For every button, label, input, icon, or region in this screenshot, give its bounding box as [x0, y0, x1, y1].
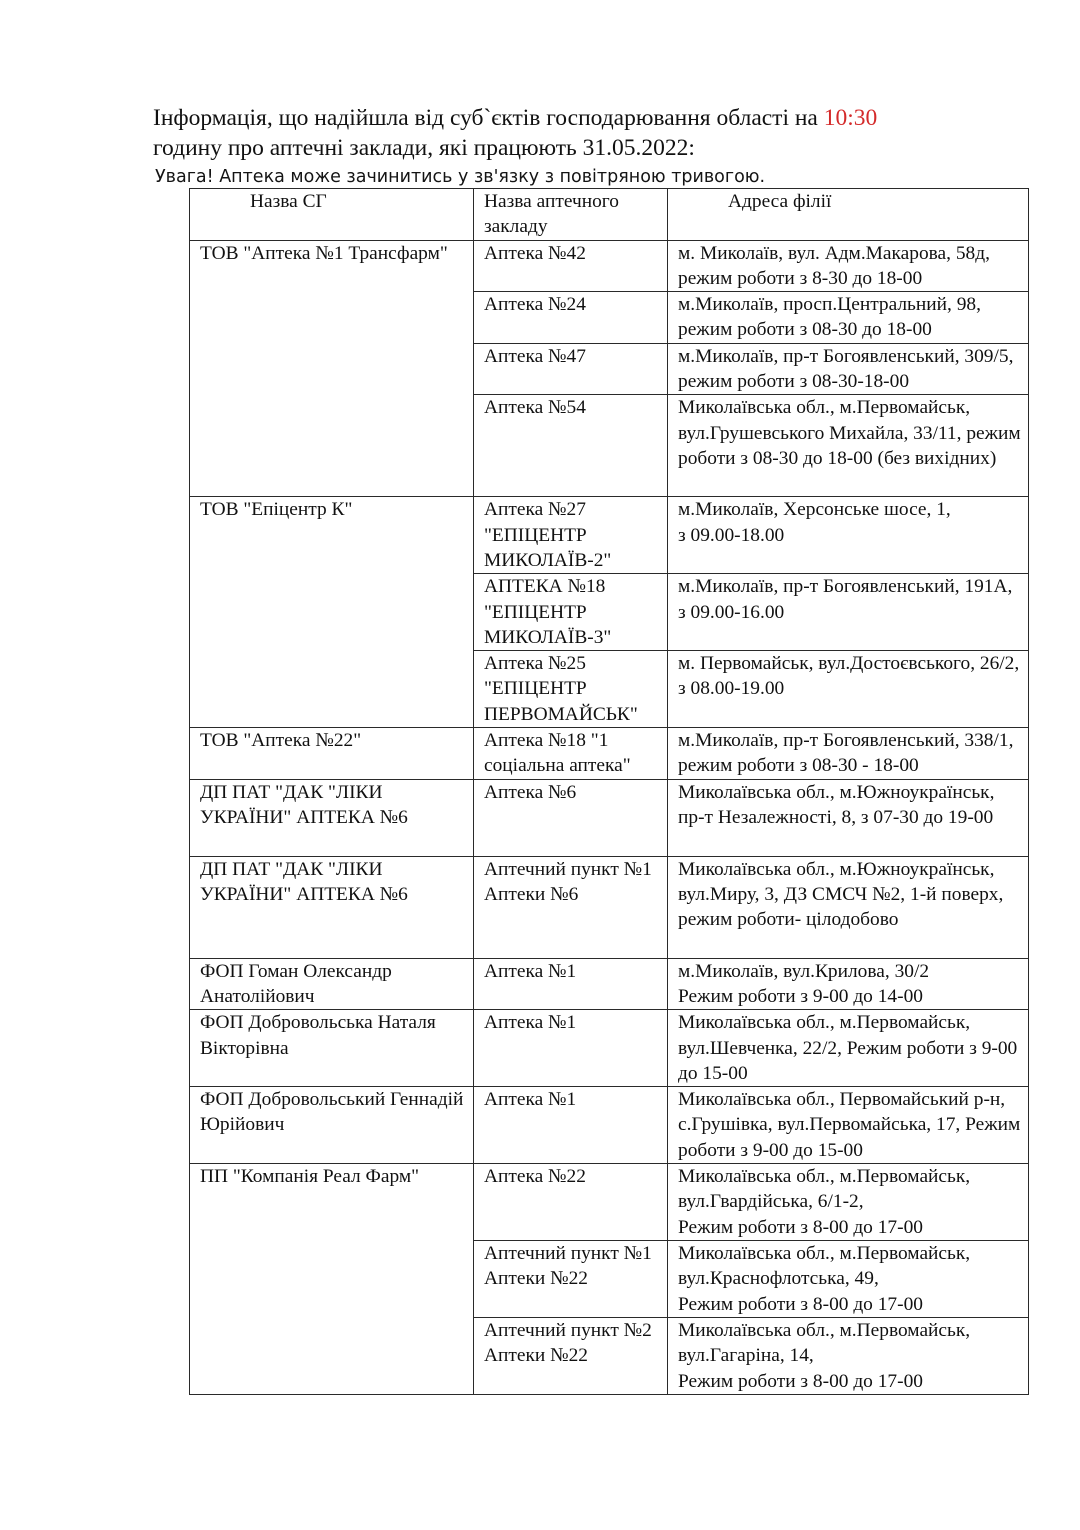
pharmacy-cell: Аптека №1 [474, 1010, 668, 1087]
address-cell: м. Миколаїв, вул. Адм.Макарова, 58д, режим роботи з 8-30 до 18-00 [668, 240, 1029, 292]
org-cell: ПП "Компанія Реал Фарм" [190, 1164, 474, 1395]
pharmacy-cell: Аптека №47 [474, 343, 668, 395]
address-cell: м.Миколаїв, вул.Крилова, 30/2 Режим роботи з 9-00 до 14-00 [668, 958, 1029, 1010]
org-cell: ДП ПАТ "ДАК "ЛІКИ УКРАЇНИ" АПТЕКА №6 [190, 856, 474, 958]
column-header-pharmacy: Назва аптечного закладу [474, 189, 668, 241]
document-heading [153, 103, 1033, 163]
address-cell: Миколаївська обл., м.Первомайськ, вул.Шевченка, 22/2, Режим роботи з 9-00 до 15-00 [668, 1010, 1029, 1087]
table-row [190, 240, 1029, 292]
org-cell: ФОП Добровольський Геннадій Юрійович [190, 1087, 474, 1164]
pharmacy-cell: Аптечний пункт №2 Аптеки №22 [474, 1317, 668, 1394]
table-row [190, 1164, 1029, 1241]
address-cell: Миколаївська обл., м.Первомайськ, вул.Гвардійська, 6/1-2, Режим роботи з 8-00 до 17-00 [668, 1164, 1029, 1241]
table-row [190, 1087, 1029, 1164]
pharmacy-cell: Аптека №1 [474, 1087, 668, 1164]
table-header-row [190, 189, 1029, 241]
pharmacy-cell: Аптечний пункт №1 Аптеки №22 [474, 1241, 668, 1318]
address-cell: м.Миколаїв, пр-т Богоявленський, 338/1, режим роботи з 08-30 - 18-00 [668, 728, 1029, 780]
pharmacy-cell: Аптека №22 [474, 1164, 668, 1241]
address-cell: Миколаївська обл., м.Южноукраїнськ, вул.Миру, 3, ДЗ СМСЧ №2, 1-й поверх, режим роботи- цілодобово [668, 856, 1029, 958]
pharmacy-cell: Аптека №42 [474, 240, 668, 292]
address-cell: м.Миколаїв, просп.Центральний, 98, режим роботи з 08-30 до 18-00 [668, 292, 1029, 344]
address-cell: Миколаївська обл., м.Южноукраїнськ, пр-т Незалежності, 8, з 07-30 до 19-00 [668, 779, 1029, 856]
address-cell: Миколаївська обл., м.Первомайськ, вул.Краснофлотська, 49, Режим роботи з 8-00 до 17-00 [668, 1241, 1029, 1318]
pharmacy-cell: Аптека №27 "ЕПІЦЕНТР МИКОЛАЇВ-2" [474, 497, 668, 574]
heading-text: Інформація, що надійшла від суб`єктів господарювання області на [153, 105, 824, 131]
column-header-address: Адреса філії [668, 189, 1029, 241]
pharmacy-cell: Аптека №18 "1 соціальна аптека" [474, 728, 668, 780]
table-row [190, 856, 1029, 958]
table-row [190, 779, 1029, 856]
table-row [190, 1010, 1029, 1087]
pharmacy-cell: Аптека №1 [474, 958, 668, 1010]
pharmacy-cell: Аптека №54 [474, 395, 668, 497]
org-cell: ФОП Добровольська Наталя Вікторівна [190, 1010, 474, 1087]
table-row [190, 958, 1029, 1010]
pharmacy-cell: Аптека №24 [474, 292, 668, 344]
column-header-org: Назва СГ [190, 189, 474, 241]
address-cell: м.Миколаїв, пр-т Богоявленський, 309/5, режим роботи з 08-30-18-00 [668, 343, 1029, 395]
address-cell: Миколаївська обл., Первомайський р-н, с.Грушівка, вул.Первомайська, 17, Режим роботи з 9-00 до 15-00 [668, 1087, 1029, 1164]
heading-text-continued: годину про аптечні заклади, які працюють 31.05.2022: [153, 135, 695, 161]
org-cell: ТОВ "Аптека №22" [190, 728, 474, 780]
pharmacy-cell: Аптечний пункт №1 Аптеки №6 [474, 856, 668, 958]
table-row [190, 728, 1029, 780]
org-cell: ДП ПАТ "ДАК "ЛІКИ УКРАЇНИ" АПТЕКА №6 [190, 779, 474, 856]
pharmacy-cell: АПТЕКА №18 "ЕПІЦЕНТР МИКОЛАЇВ-3" [474, 574, 668, 651]
address-cell: Миколаївська обл., м.Первомайськ, вул.Грушевського Михайла, 33/11, режим роботи з 08-30 до 18-00 (без вихідних) [668, 395, 1029, 497]
org-cell: ТОВ "Аптека №1 Трансфарм" [190, 240, 474, 497]
table-row [190, 497, 1029, 574]
pharmacy-table [189, 188, 1029, 1395]
air-raid-warning: Увага! Аптека може зачинитись у зв'язку з повітряною тривогою. [155, 167, 766, 187]
address-cell: Миколаївська обл., м.Первомайськ, вул.Гагаріна, 14, Режим роботи з 8-00 до 17-00 [668, 1317, 1029, 1394]
address-cell: м. Первомайськ, вул.Достоєвського, 26/2, з 08.00-19.00 [668, 651, 1029, 728]
org-cell: ФОП Гоман Олександр Анатолійович [190, 958, 474, 1010]
address-cell: м.Миколаїв, пр-т Богоявленський, 191А, з 09.00-16.00 [668, 574, 1029, 651]
org-cell: ТОВ "Епіцентр К" [190, 497, 474, 728]
pharmacy-cell: Аптека №25 "ЕПІЦЕНТР ПЕРВОМАЙСЬК" [474, 651, 668, 728]
pharmacy-cell: Аптека №6 [474, 779, 668, 856]
address-cell: м.Миколаїв, Херсонське шосе, 1, з 09.00-18.00 [668, 497, 1029, 574]
heading-time: 10:30 [823, 105, 878, 131]
